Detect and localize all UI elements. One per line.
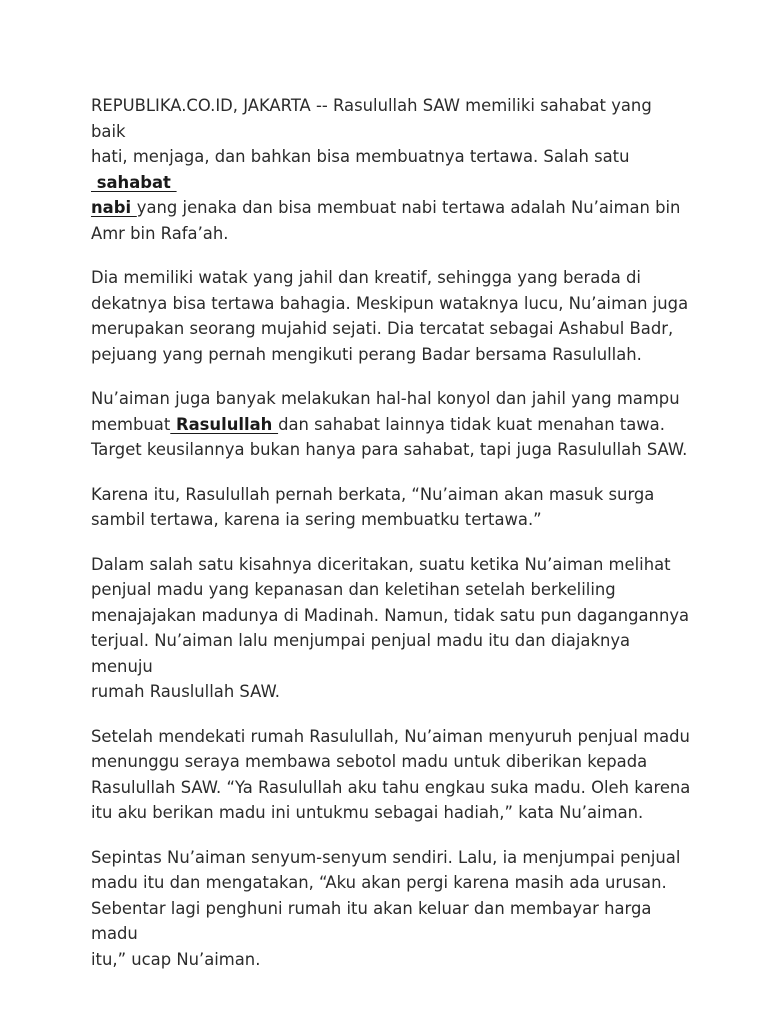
paragraph-6: Setelah mendekati rumah Rasulullah, Nu’aiman menyuruh penjual madu menunggu seraya membawa sebotol madu untuk diberikan kepada Rasulullah SAW. “Ya Rasulullah aku tahu engkau suka madu. Oleh karena itu aku berikan madu ini untukmu sebagai hadiah,” kata Nu’aiman. bbox=[91, 726, 691, 822]
paragraph-7: Sepintas Nu’aiman senyum-senyum sendiri. Lalu, ia menjumpai penjual madu itu dan mengatakan, “Aku akan pergi karena masih ada urusan. Sebentar lagi penghuni rumah itu akan keluar dan membayar harga madu itu,” ucap Nu’aiman. bbox=[91, 847, 681, 969]
link-rasulullah[interactable]: Rasulullah bbox=[170, 414, 279, 434]
paragraph-1-text-after: yang jenaka dan bisa membuat nabi tertawa adalah Nu’aiman bin Amr bin Rafa’ah. bbox=[91, 198, 681, 243]
paragraph-5: Dalam salah satu kisahnya diceritakan, suatu ketika Nu’aiman melihat penjual madu yang kepanasan dan keletihan setelah berkeliling menajajakan madunya di Madinah. Namun, tidak satu pun dagangannya terjual. Nu’aiman lalu menjumpai penjual madu itu dan diajaknya menuju rumah Rauslullah SAW. bbox=[91, 554, 690, 701]
paragraph-4: Karena itu, Rasulullah pernah berkata, “Nu’aiman akan masuk surga sambil tertawa, karena ia sering membuatku tertawa.” bbox=[91, 484, 655, 529]
paragraph-3 bbox=[91, 386, 691, 463]
paragraph-1 bbox=[91, 93, 691, 246]
link-sahabat-nabi[interactable]: sahabat nabi bbox=[91, 172, 171, 217]
paragraph-1-text-before: REPUBLIKA.CO.ID, JAKARTA -- Rasulullah SAW memiliki sahabat yang baik hati, menjaga, dan bahkan bisa membuatnya tertawa. Salah satu bbox=[91, 96, 652, 166]
article-body bbox=[91, 93, 691, 991]
paragraph-3-text-before: Nu’aiman juga banyak melakukan hal-hal konyol dan jahil yang mampu membuat bbox=[91, 389, 680, 434]
paragraph-2: Dia memiliki watak yang jahil dan kreatif, sehingga yang berada di dekatnya bisa tertawa bahagia. Meskipun wataknya lucu, Nu’aiman juga merupakan seorang mujahid sejati. Dia tercatat sebagai Ashabul Badr, pejuang yang pernah mengikuti perang Badar bersama Rasulullah. bbox=[91, 268, 689, 364]
paragraph-3-text-after: dan sahabat lainnya tidak kuat menahan tawa. Target keusilannya bukan hanya para sahabat, tapi juga Rasulullah SAW. bbox=[91, 414, 688, 459]
